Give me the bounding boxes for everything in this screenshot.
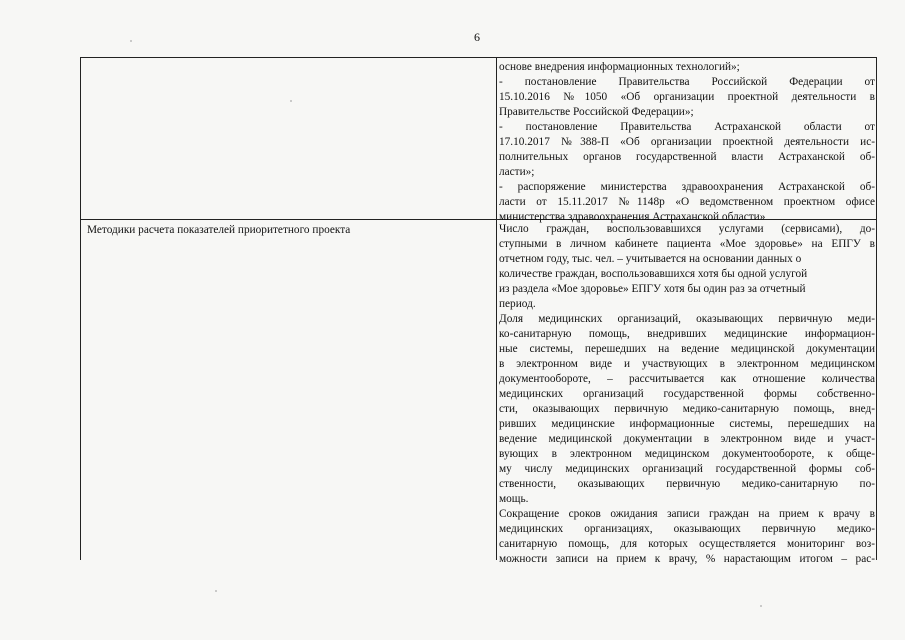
text-line: Правительстве Российской Федерации»;	[499, 106, 694, 118]
text-line: ступными в личном кабинете пациента «Мое здоровье» на ЕПГУ в	[499, 238, 875, 250]
text-line: вующих в электронном медицинском документообороте, к обще-	[499, 448, 875, 460]
page-number: 6	[474, 30, 480, 44]
text-line: мощь.	[499, 493, 529, 505]
text-line: 17.10.2017 №388-П «Об организации проектной деятельности ис-	[499, 136, 875, 148]
table-top-border	[80, 57, 877, 58]
text-line: в электронном виде и участвующих в электронном медицинском	[499, 358, 875, 370]
text-line: отчетном году, тыс. чел. – учитывается на основании данных о	[499, 253, 802, 265]
text-line: ласти от 15.11.2017 №1148р «О ведомственном проектном офисе	[499, 196, 875, 208]
text-line: министерства здравоохранения Астраханской области»	[499, 211, 766, 223]
text-line: ласти»;	[499, 166, 535, 178]
text-line: - постановление Правительства Астраханской области от	[499, 121, 875, 133]
text-line: санитарную помощь, для которых осуществляется мониторинг воз-	[499, 538, 875, 550]
text-line: можности записи на прием к врачу, % нарастающим итогом – рас-	[499, 553, 875, 565]
text-line: Число граждан, воспользовавшихся услугами (сервисами), до-	[499, 223, 875, 235]
text-line: основе внедрения информационных технологий»;	[499, 61, 740, 73]
text-line: ведение медицинской документации в электронном виде и участ-	[499, 433, 875, 445]
text-line: Доля медицинских организаций, оказывающих первичную меди-	[499, 313, 875, 325]
methods-cell	[499, 222, 877, 567]
scan-speck	[760, 605, 762, 607]
text-line: количестве граждан, воспользовавшихся хотя бы одной услугой	[499, 268, 808, 280]
text-line: 15.10.2016 №1050 «Об организации проектной деятельности в	[499, 91, 875, 103]
methods-row-label: Методики расчета показателей приоритетного проекта	[87, 224, 351, 236]
text-line: ко-санитарную помощь, внедривших медицинские информацион-	[499, 328, 875, 340]
legal-basis-cell	[499, 60, 877, 225]
text-line: Сокращение сроков ожидания записи граждан на прием к врачу в	[499, 508, 875, 520]
text-line: период.	[499, 298, 536, 310]
text-line: из раздела «Мое здоровье» ЕПГУ хотя бы один раз за отчетный	[499, 283, 806, 295]
text-line: - распоряжение министерства здравоохранения Астраханской об-	[499, 181, 875, 193]
text-line: полнительных органов государственной власти Астраханской об-	[499, 151, 875, 163]
text-line: му числу медицинских организаций государственной формы соб-	[499, 463, 875, 475]
text-line: документообороте, – рассчитывается как отношение количества	[499, 373, 875, 385]
text-line: сти, оказывающих первичную медико-санитарную помощь, внед-	[499, 403, 875, 415]
text-line: - постановление Правительства Российской Федерации от	[499, 76, 875, 88]
text-line: ственности, оказывающих первичную медико-санитарную по-	[499, 478, 875, 490]
text-line: медицинских организаций государственной формы собственно-	[499, 388, 875, 400]
scan-speck	[215, 590, 217, 592]
scan-speck	[290, 100, 292, 102]
scan-speck	[130, 40, 132, 42]
table-left-border	[80, 57, 81, 560]
text-line: медицинских организациях, оказывающих первичную медико-	[499, 523, 875, 535]
text-line: ривших медицинские информационные системы, перешедших на	[499, 418, 875, 430]
text-line: ные системы, перешедших на ведение медицинской документации	[499, 343, 875, 355]
column-divider	[496, 57, 497, 560]
